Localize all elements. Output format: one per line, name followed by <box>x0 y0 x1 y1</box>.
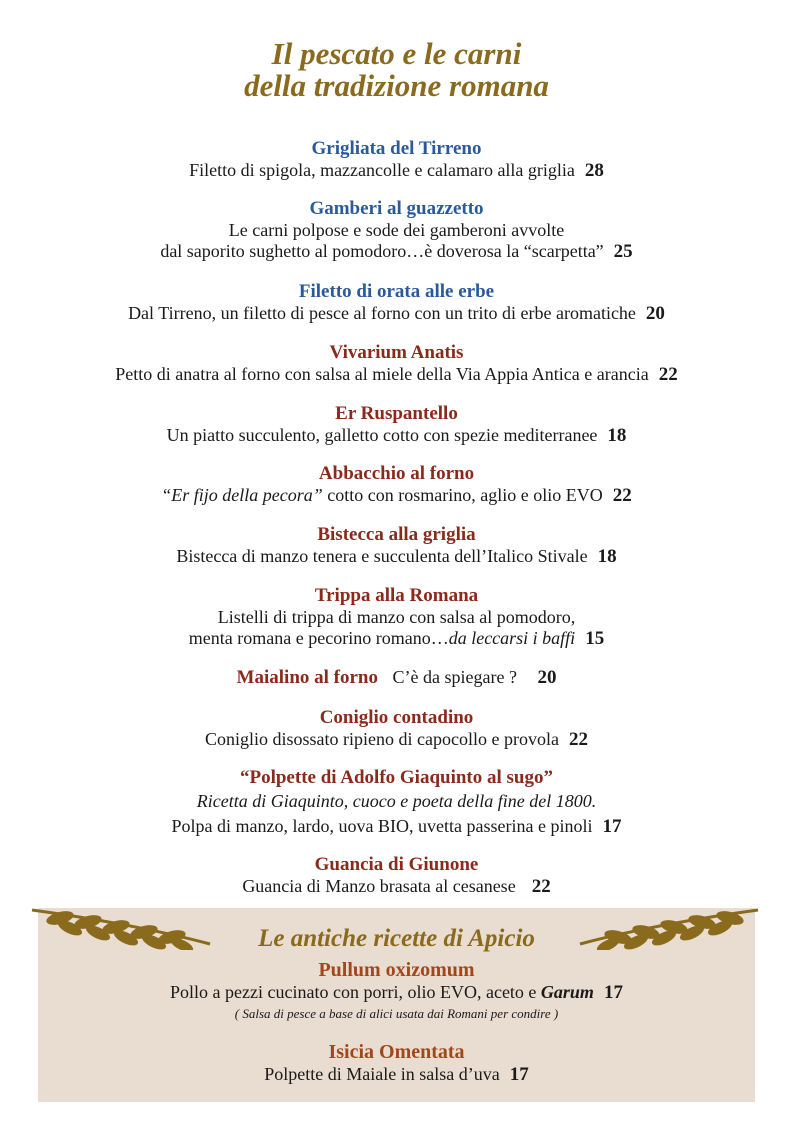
dish-desc: Petto di anatra al forno con salsa al miele della Via Appia Antica e arancia 22 <box>115 364 678 385</box>
dish-guancia <box>0 854 793 897</box>
dish-name: Guancia di Giunone <box>314 854 479 875</box>
dish-price: 20 <box>645 303 665 324</box>
dish-price: 22 <box>658 364 678 385</box>
dish-anatis <box>0 342 793 385</box>
dish-orata <box>0 281 793 324</box>
dish-coniglio <box>0 707 793 750</box>
dish-name: Coniglio contadino <box>319 707 474 728</box>
dish-name: “Polpette di Adolfo Giaquinto al sugo” <box>239 767 554 788</box>
dish-price: 17 <box>509 1064 529 1085</box>
title-line-1: Il pescato e le carni <box>271 36 522 71</box>
dish-price: 22 <box>531 876 551 897</box>
dish-name: Trippa alla Romana <box>314 585 479 606</box>
dish-pullum <box>0 959 793 1022</box>
title-line-2: della tradizione romana <box>244 68 549 103</box>
dish-desc-1: Listelli di trippa di manzo con salsa al pomodoro, <box>217 607 576 627</box>
dish-price: 22 <box>568 729 588 750</box>
dish-name: Gamberi al guazzetto <box>309 198 484 219</box>
dish-ruspantello <box>0 403 793 446</box>
dish-price: 28 <box>584 160 604 181</box>
dish-price: 15 <box>585 628 605 649</box>
dish-desc-1: Le carni polpose e sode dei gamberoni avvolte <box>228 220 565 240</box>
dish-desc: Un piatto succulento, galletto cotto con spezie mediterranee 18 <box>166 425 627 446</box>
dish-name: Grigliata del Tirreno <box>311 138 482 159</box>
dish-price: 17 <box>603 982 623 1003</box>
dish-desc: Coniglio disossato ripieno di capocollo e provola 22 <box>205 729 588 750</box>
dish-name: Bistecca alla griglia <box>317 524 476 545</box>
dish-desc: Pollo a pezzi cucinato con porri, olio EVO, aceto e Garum 17 <box>170 982 623 1003</box>
dish-name: Abbacchio al forno <box>318 463 475 484</box>
dish-price: 18 <box>607 425 627 446</box>
dish-desc: Polpette di Maiale in salsa d’uva 17 <box>264 1064 529 1085</box>
dish-note: ( Salsa di pesce a base di alici usata dai Romani per condire ) <box>234 1006 559 1021</box>
dish-name: Maialino al forno <box>236 667 378 688</box>
dish-name: Pullum oxizomum <box>318 959 475 981</box>
dish-desc: Filetto di spigola, mazzancolle e calamaro alla griglia 28 <box>189 160 604 181</box>
dish-abbacchio <box>0 463 793 506</box>
dish-price: 22 <box>612 485 632 506</box>
dish-name: Filetto di orata alle erbe <box>298 281 495 302</box>
dish-desc: Bistecca di manzo tenera e succulenta dell’Italico Stivale 18 <box>176 546 617 567</box>
dish-desc: C’è da spiegare ? <box>392 667 517 687</box>
dish-trippa <box>0 585 793 649</box>
dish-price: 20 <box>537 667 557 688</box>
dish-desc-italic: Ricetta di Giaquinto, cuoco e poeta della fine del 1800. <box>196 791 597 811</box>
dish-gamberi <box>0 198 793 262</box>
dish-polpette <box>0 767 793 837</box>
dish-desc: Polpa di manzo, lardo, uova BIO, uvetta passerina e pinoli 17 <box>171 816 622 837</box>
dish-desc: “Er fijo della pecora” cotto con rosmarino, aglio e olio EVO 22 <box>161 485 632 506</box>
dish-grigliata <box>0 138 793 181</box>
menu-title <box>0 38 793 102</box>
dish-price: 17 <box>602 816 622 837</box>
dish-name: Er Ruspantello <box>335 403 458 424</box>
dish-desc-2: menta romana e pecorino romano…da leccarsi i baffi 15 <box>188 628 605 649</box>
dish-name: Vivarium Anatis <box>329 342 464 363</box>
dish-desc: Guancia di Manzo brasata al cesanese 22 <box>242 876 551 897</box>
dish-isicia <box>0 1041 793 1085</box>
dish-name: Isicia Omentata <box>328 1041 465 1063</box>
dish-bistecca <box>0 524 793 567</box>
dish-price: 25 <box>613 241 633 262</box>
dish-price: 18 <box>597 546 617 567</box>
apicio-section-title: Le antiche ricette di Apicio <box>258 925 535 952</box>
dish-desc-2: dal saporito sughetto al pomodoro…è doverosa la “scarpetta” 25 <box>160 241 633 262</box>
dish-desc: Dal Tirreno, un filetto di pesce al forno con un trito di erbe aromatiche 20 <box>128 303 665 324</box>
dish-maialino <box>0 666 793 689</box>
